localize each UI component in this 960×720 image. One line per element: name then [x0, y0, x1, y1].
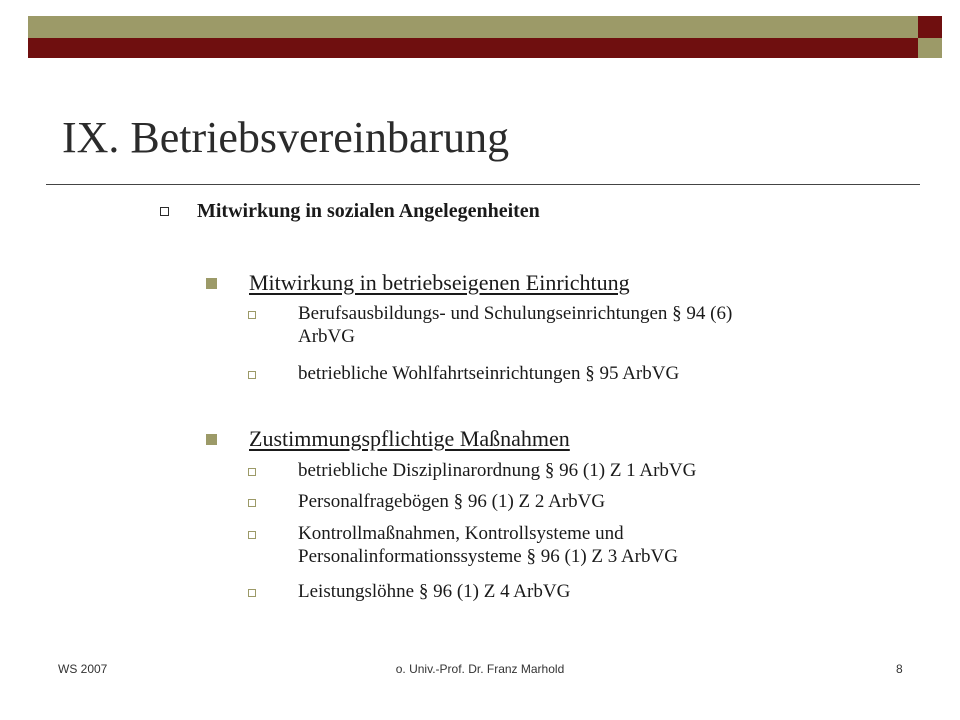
list-item-line1: Kontrollmaßnahmen, Kontrollsysteme und — [298, 523, 624, 544]
list-item-line2: Personalinformationssysteme § 96 (1) Z 3 ArbVG — [298, 546, 678, 567]
section-heading-massnahmen — [206, 426, 570, 452]
small-square-bullet-icon — [248, 589, 256, 597]
small-square-bullet-icon — [248, 311, 256, 319]
footer-page-number: 8 — [896, 662, 903, 676]
list-item-line2: ArbVG — [298, 326, 355, 347]
list-item-text: betriebliche Disziplinarordnung § 96 (1) Z 1 ArbVG — [298, 460, 697, 481]
list-item-text: betriebliche Wohlfahrtseinrichtungen § 95 ArbVG — [298, 363, 680, 384]
list-item — [248, 490, 868, 513]
list-item-line1: Berufsausbildungs- und Schulungseinrichtungen § 94 (6) — [298, 303, 733, 324]
list-item — [248, 580, 868, 603]
hollow-square-bullet-icon — [160, 207, 169, 216]
list-item — [248, 459, 868, 482]
bullet-level1 — [160, 200, 540, 223]
list-item-text — [298, 302, 868, 348]
filled-square-bullet-icon — [206, 278, 217, 289]
bullet-level1-text: Mitwirkung in sozialen Angelegenheiten — [197, 200, 540, 222]
list-item — [248, 522, 868, 568]
small-square-bullet-icon — [248, 531, 256, 539]
small-square-bullet-icon — [248, 468, 256, 476]
small-square-bullet-icon — [248, 371, 256, 379]
footer-semester: WS 2007 — [58, 662, 108, 676]
small-square-bullet-icon — [248, 499, 256, 507]
list-item — [248, 362, 868, 385]
list-item-text: Personalfragebögen § 96 (1) Z 2 ArbVG — [298, 491, 606, 512]
section-heading-text: Zustimmungspflichtige Maßnahmen — [249, 426, 570, 451]
list-item-text — [298, 522, 868, 568]
list-item — [248, 302, 868, 348]
section-heading-text: Mitwirkung in betriebseigenen Einrichtung — [249, 270, 630, 295]
filled-square-bullet-icon — [206, 434, 217, 445]
section-heading-einrichtung — [206, 270, 630, 296]
slide-title: IX. Betriebsvereinbarung — [62, 113, 510, 162]
list-item-text: Leistungslöhne § 96 (1) Z 4 ArbVG — [298, 581, 571, 602]
footer-author: o. Univ.-Prof. Dr. Franz Marhold — [395, 662, 565, 676]
